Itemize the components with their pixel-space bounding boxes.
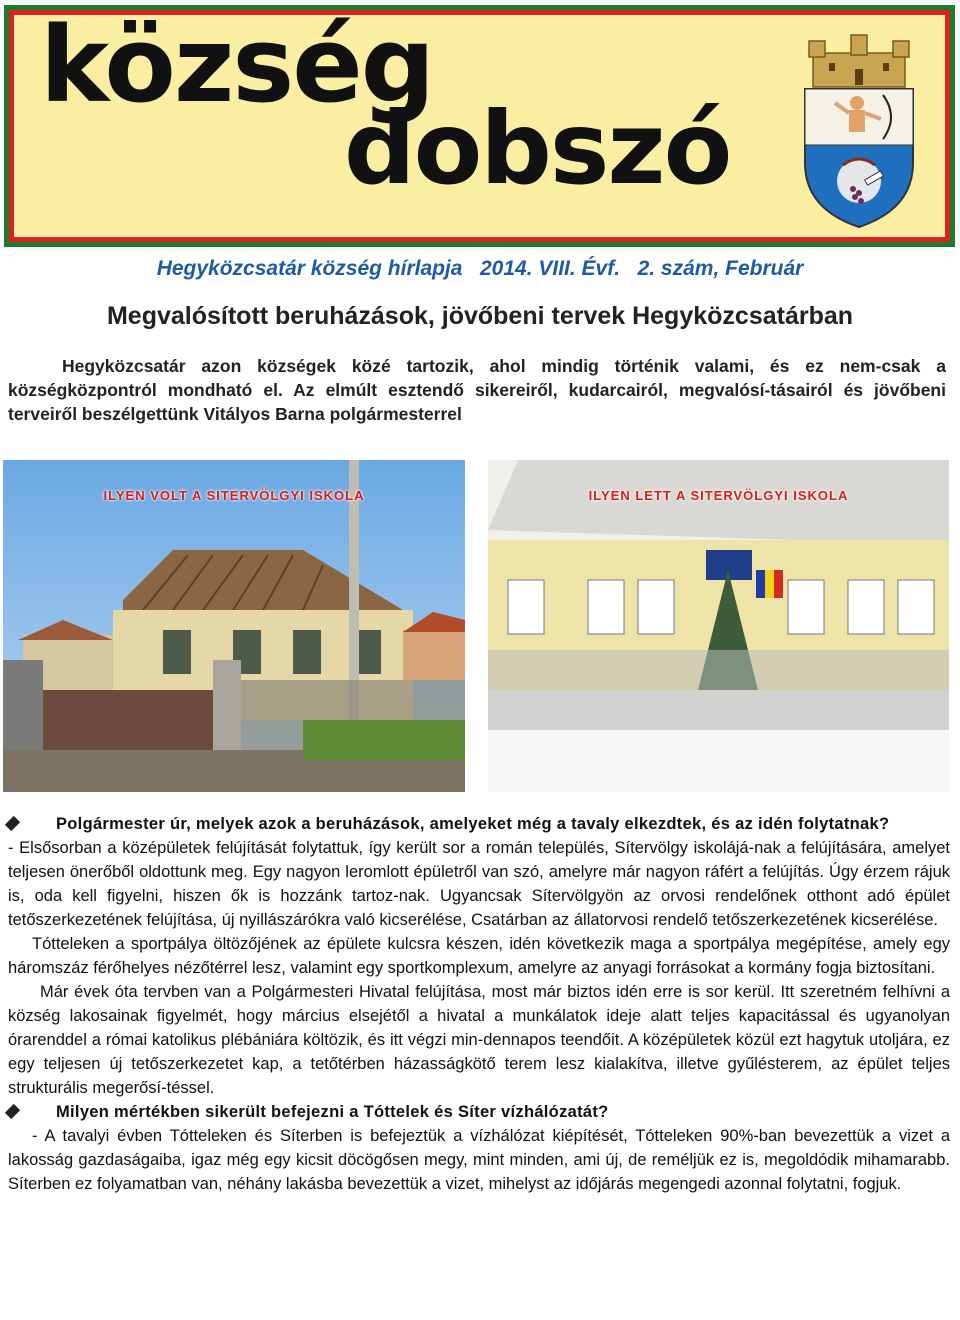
photo-new-school bbox=[488, 460, 949, 792]
question-2 bbox=[8, 1100, 950, 1124]
answer-1-paragraph-2: Tótteleken a sportpálya öltözőjének az épülete kulcsra készen, idén következik maga a sportpálya megépítése, amely egy háromszáz férőhelyes nézőtérrel lesz, valamint egy sportkomplexum, amelyre az anyagi forrásokat a kormány fogja biztosítani. bbox=[8, 935, 950, 977]
lead-text: Hegyközcsatár azon községek közé tartozik, ahol mindig történik valami, és ez nem-csak a községközpontról mondható el. Az elmúlt esztendő sikereiről, kudarcairól, megvalósí-tásairól és jövőbeni terveiről beszélgettünk Vitályos Barna polgármesterrel bbox=[8, 356, 946, 424]
article-body bbox=[8, 812, 950, 1196]
masthead-red-border bbox=[9, 10, 950, 242]
answer-1-paragraph-1: - Elsősorban a középületek felújítását folytattuk, így került sor a román település, Sítervölgy iskolájá-nak a felújítására, amelyet teljesen önerőből oldottunk meg. Egy nagyon leromlott épületről van szó, amelyre már nagyon ráfért a felújítás. Úgy érzem rájuk is, oda kell figyelni, hiszen ők is hozzánk tartoz-nak. Ugyancsak Sítervölgyön az orvosi rendelőnek otthont adó épület tetőszerkezetének felújítása, új nyillászárókra való kicserélése, Csatárban az állatorvosi rendelő tetőszerkezetének kicserélése. bbox=[8, 839, 950, 929]
old-school-image bbox=[3, 460, 465, 792]
photo-caption-right: ILYEN LETT A SITERVÖLGYI ISKOLA bbox=[588, 488, 849, 503]
coat-of-arms-icon bbox=[799, 33, 919, 229]
answer-1-paragraph-3: Már évek óta tervben van a Polgármesteri Hivatal felújítása, most már biztos idén erre is sor kerül. Itt szeretném felhívni a község lakosainak figyelmét, hogy március elsejétől a hivatal a munkálatok ideje alatt teljes kapacitással és ugyanolyan órarenddel a római katolikus plébániára költözik, és itt végzi min-dennapos teendőit. A középületek közül ezt hagytuk utoljára, ez egy teljesen új tetőszerkezetet kap, a tetőtérben házasságkötő terem lesz kialakítva, illetve gyűlésterem, az épület teljes strukturális megerősí-téssel. bbox=[8, 983, 950, 1097]
answer-2: - A tavalyi évben Tótteleken és Síterben is befejeztük a vízhálózat kiépítését, Tótteleken 90%-ban bevezettük a vizet a lakosság gazdaságaiba, igaz még egy kicsit döcögősen megy, mint minden, ami új, de reméljük ez is, megoldódik mihamarabb. Síterben ez folyamatban van, néhány lakásba bevezettük a vizet, mihelyst az időjárás megengedi azonnal folytatni, fogjuk. bbox=[8, 1127, 950, 1193]
masthead bbox=[4, 5, 955, 247]
masthead-panel bbox=[14, 15, 945, 237]
question-1 bbox=[8, 812, 950, 836]
photo-old-school bbox=[3, 460, 465, 792]
lead-paragraph bbox=[8, 354, 946, 426]
question-2-text: Milyen mértékben sikerült befejezni a Tóttelek és Síter vízhálózatát? bbox=[56, 1103, 609, 1121]
question-1-text: Polgármester úr, melyek azok a beruházások, amelyeket még a tavaly elkezdtek, és az idén folytatnak? bbox=[56, 815, 890, 833]
new-school-image bbox=[488, 460, 949, 792]
issue-line: Hegyközcsatár község hírlapja 2014. VIII. Évf. 2. szám, Február bbox=[156, 257, 804, 280]
article-headline: Megvalósított beruházások, jövőbeni tervek Hegyközcsatárban bbox=[106, 302, 854, 330]
logo-line-1: község bbox=[40, 15, 434, 126]
photo-caption-left: ILYEN VOLT A SITERVÖLGYI ISKOLA bbox=[103, 488, 365, 503]
bullet-diamond-icon bbox=[5, 816, 20, 831]
bullet-diamond-icon bbox=[5, 1104, 20, 1119]
logo-line-2: dobszó bbox=[344, 90, 731, 207]
